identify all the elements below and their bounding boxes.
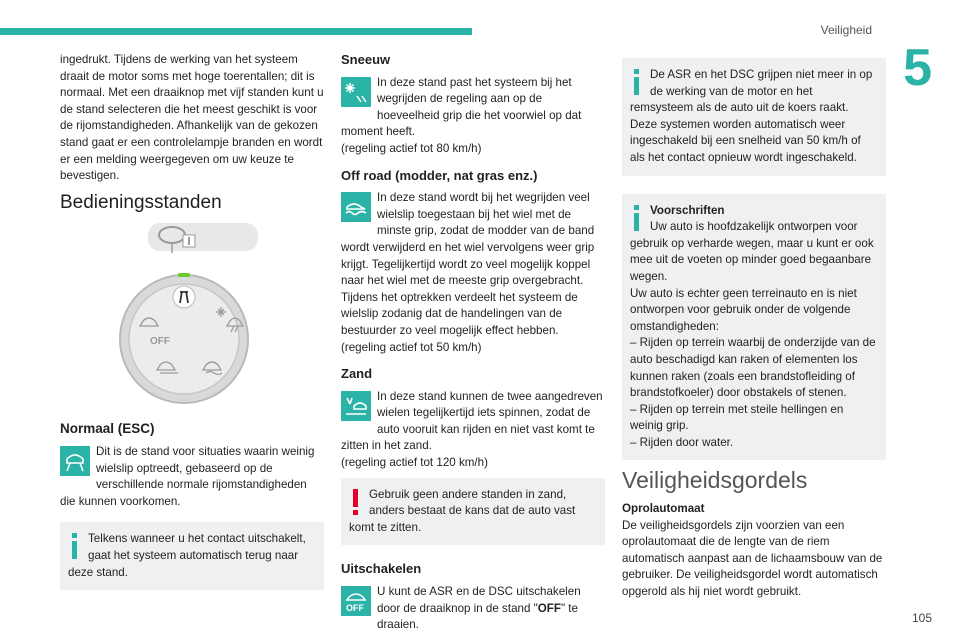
off-mode-title: Uitschakelen bbox=[341, 561, 422, 577]
sand-icon bbox=[341, 391, 371, 421]
offroad-mode-text-2: Tijdens het optrekken verdeelt het systeem de wielslip zodanig dat de handelingen van de bestuurder zo veel mogelijk effect hebben. bbox=[341, 290, 578, 337]
sand-mode-text: In deze stand kunnen de twee aangedreven wielen tegelijkertijd iets spinnen, zodat de auto vooruit kan rijden en niet vast komt te zitten in het zand. bbox=[341, 389, 603, 453]
chapter-number: 5 bbox=[903, 39, 932, 97]
info-note-voorschriften bbox=[622, 194, 886, 461]
svg-text:OFF: OFF bbox=[346, 603, 364, 614]
info-note-asr-text: De ASR en het DSC grijpen niet meer in op de werking van de motor en het remsysteem als de auto uit de koers raakt. bbox=[630, 68, 873, 115]
section-title-bedieningsstanden: Bedieningsstanden bbox=[60, 191, 222, 213]
voorschriften-item-1: – Rijden op terrein waarbij de onderzijde van de auto beschadigd kan raken of elementen los kunnen raken (zoals een brandstofleiding of brandstofkoeler) door obstakels of stenen. bbox=[630, 336, 876, 400]
info-note-asr-text-2: Deze systemen worden automatisch weer ingeschakeld bij een snelheid van 50 km/h of als het contact opnieuw wordt ingeschakeld. bbox=[630, 117, 861, 164]
normal-mode-text: Dit is de stand voor situaties waarin weinig wielslip optreedt, gebaseerd op de verschillende normale rijomstandigheden die kunnen voorkomen. bbox=[60, 444, 315, 508]
snow-mode-limit: (regeling actief tot 80 km/h) bbox=[341, 141, 482, 155]
offroad-mode-title: Off road (modder, nat gras enz.) bbox=[341, 167, 538, 183]
info-note-normal-text: Telkens wanneer u het contact uitschakelt, gaat het systeem automatisch terug naar deze stand. bbox=[68, 532, 306, 579]
intro-text: ingedrukt. Tijdens de werking van het systeem draait de motor soms met hoge toerentallen; dit is normaal. Met een draaiknop met vijf standen kunt u de stand selecteren die het meest geschikt is voor de rijomstandigheden. Afhankelijk van de gekozen stand gaat er een controlelampje branden en wordt er een melding weergegeven om uw keuze te bevestigen. bbox=[60, 53, 324, 183]
page-number: 105 bbox=[911, 611, 932, 625]
selector-dial-illustration bbox=[60, 223, 324, 413]
section-title-veiligheidsgordels: Veiligheidsgordels bbox=[622, 467, 808, 494]
column-1 bbox=[60, 52, 324, 596]
sand-mode-title: Zand bbox=[341, 366, 373, 382]
offroad-icon bbox=[341, 192, 371, 222]
dial-off-label: OFF bbox=[150, 336, 170, 348]
oprolautomaat-title: Oprolautomaat bbox=[622, 502, 705, 516]
info-note-normal bbox=[60, 522, 324, 590]
header-title: Veiligheid bbox=[820, 23, 872, 37]
voorschriften-text-1: Uw auto is hoofdzakelijk ontworpen voor gebruik op verharde wegen, maar u kunt er ook mee uit de voeten op minder goed begaanbare wegen. bbox=[630, 220, 874, 283]
warning-note-sand bbox=[341, 478, 605, 546]
info-icon bbox=[68, 531, 82, 561]
oprolautomaat-text: De veiligheidsgordels zijn voorzien van een oprolautomaat die de lengte van de riem automatisch aanpast aan de lichaamsbouw van de gebruiker. De veiligheidsgordel wordt automatisch opgerold als hij niet wordt gebruikt. bbox=[622, 518, 883, 599]
voorschriften-item-2: – Rijden op terrein met steile hellingen en weinig grip. bbox=[630, 402, 844, 433]
snow-mode-text: In deze stand past het systeem bij het wegrijden de regeling aan op de hoeveelheid grip die het voorwiel op dat moment heeft. bbox=[341, 75, 582, 139]
voorschriften-title: Voorschriften bbox=[650, 203, 725, 217]
off-mode-block bbox=[341, 584, 605, 634]
voorschriften-text-2: Uw auto is echter geen terreinauto en is niet ontworpen voor gebruik onder de volgende omstandigheden: bbox=[630, 286, 857, 333]
snow-mode-block bbox=[341, 75, 605, 158]
column-3 bbox=[622, 52, 886, 601]
normal-mode-block bbox=[60, 444, 324, 510]
info-icon bbox=[630, 67, 644, 97]
off-icon bbox=[341, 586, 371, 616]
offroad-mode-text: In deze stand wordt bij het wegrijden veel wielslip toegestaan bij het wiel met de minste grip, zodat de modder van de band wordt verwijderd en het wiel vervolgens weer grip krijgt. Tegelijkertijd wordt zo veel mogelijk koppel naar het wiel met de meeste grip overgebracht. bbox=[341, 191, 595, 288]
snow-icon bbox=[341, 77, 371, 107]
normal-road-icon bbox=[60, 446, 90, 476]
info-icon bbox=[630, 203, 644, 233]
normal-mode-title: Normaal (ESC) bbox=[60, 421, 155, 437]
offroad-mode-block bbox=[341, 190, 605, 356]
info-note-asr bbox=[622, 58, 886, 176]
selector-dial-figure bbox=[60, 223, 324, 413]
column-2 bbox=[341, 52, 605, 634]
dial-indicator-light bbox=[178, 273, 190, 277]
dashboard-shape bbox=[148, 223, 258, 251]
header-accent-bar bbox=[0, 28, 472, 35]
warning-note-sand-text: Gebruik geen andere standen in zand, anders bestaat de kans dat de auto vast komt te zitten. bbox=[349, 487, 576, 534]
warning-icon bbox=[349, 487, 363, 517]
snow-mode-title: Sneeuw bbox=[341, 52, 391, 67]
sand-mode-limit: (regeling actief tot 120 km/h) bbox=[341, 456, 488, 470]
offroad-mode-limit: (regeling actief tot 50 km/h) bbox=[341, 340, 482, 354]
sand-mode-block bbox=[341, 389, 605, 472]
off-mode-text: U kunt de ASR en de DSC uitschakelen door de draaiknop in de stand "OFF" te draaien. bbox=[377, 585, 581, 632]
voorschriften-item-3: – Rijden door water. bbox=[630, 435, 734, 449]
